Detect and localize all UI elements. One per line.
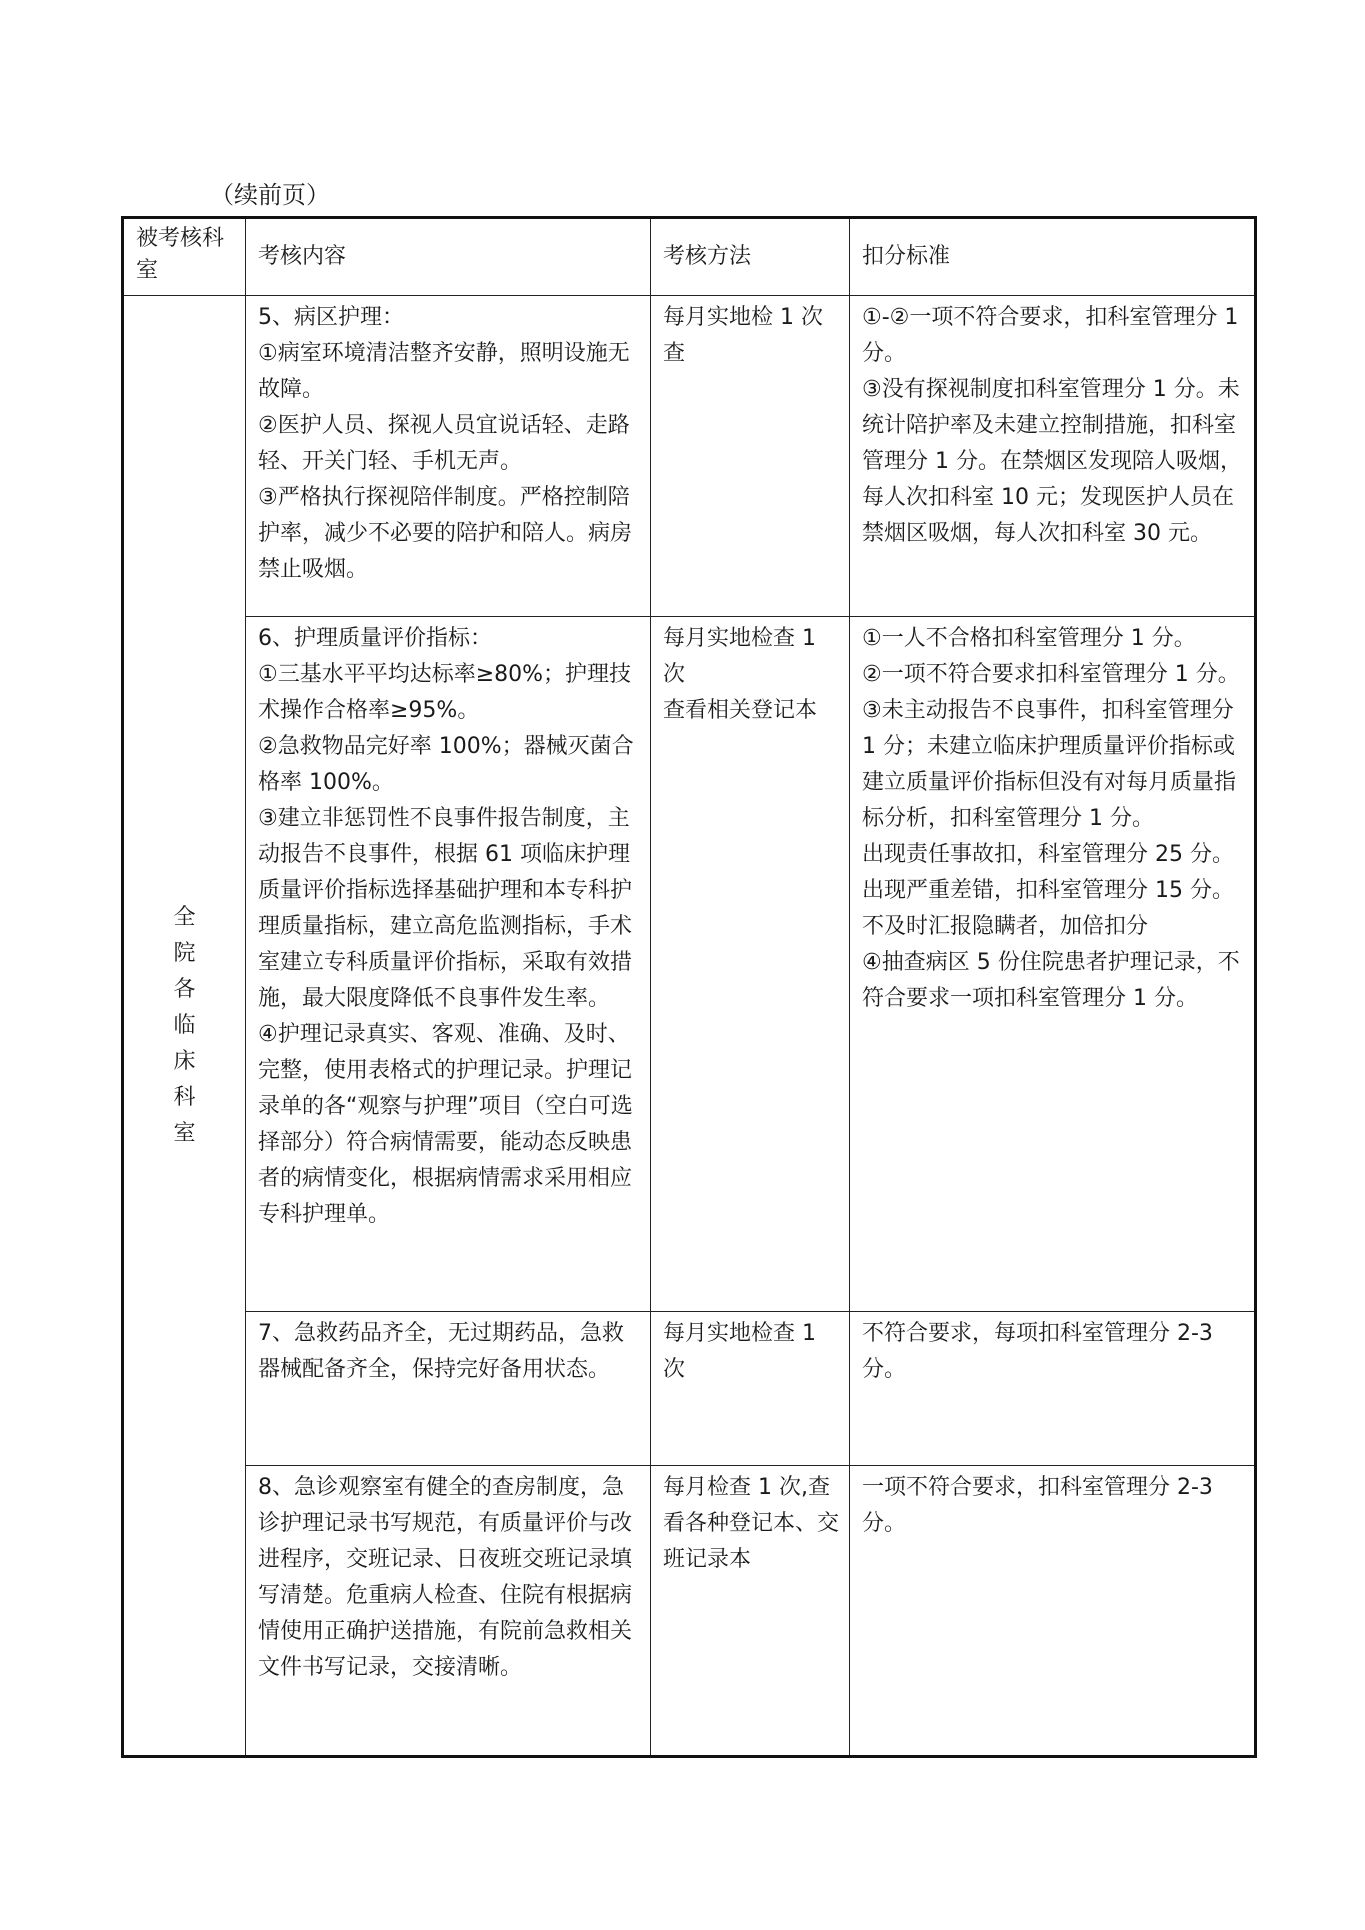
content-line: ③建立非惩罚性不良事件报告制度，主动报告不良事件，根据 61 项临床护理质量评价指标选择基础护理和本专科护理质量指标，建立高危监测指标，手术室建立专科质量评价指标，采取有效措施，最大限度降低不良事件发生率。 — [258, 806, 633, 1011]
standard-line: 不符合要求，每项扣科室管理分 2-3 分。 — [862, 1321, 1213, 1382]
standard-cell — [850, 1312, 1256, 1466]
header-content: 考核内容 — [246, 218, 651, 296]
content-line: ①三基水平平均达标率≥80%；护理技术操作合格率≥95%。 — [258, 662, 632, 723]
standard-line: ①-②一项不符合要求，扣科室管理分 1 分。 — [862, 305, 1239, 366]
content-line: ③严格执行探视陪伴制度。严格控制陪护率，减少不必要的陪护和陪人。病房禁止吸烟。 — [258, 485, 633, 582]
standard-line: ③未主动报告不良事件，扣科室管理分 1 分；未建立临床护理质量评价指标或建立质量评价指标但没有对每月质量指标分析，扣科室管理分 1 分。 — [862, 698, 1237, 831]
content-line: 5、病区护理： — [258, 305, 404, 330]
standard-line: ③没有探视制度扣科室管理分 1 分。未统计陪护率及未建立控制措施，扣科室管理分 1 分。在禁烟区发现陪人吸烟，每人次扣科室 10 元；发现医护人员在禁烟区吸烟，每人次扣科室 30 元。 — [862, 377, 1242, 546]
assessment-table — [121, 216, 1257, 1758]
method-line: 每月实地检查 1 次 — [663, 626, 816, 687]
content-line: 6、护理质量评价指标： — [258, 626, 492, 651]
content-line: ②医护人员、探视人员宜说话轻、走路轻、开关门轻、手机无声。 — [258, 413, 630, 474]
standard-cell — [850, 617, 1256, 1312]
content-line: ④护理记录真实、客观、准确、及时、完整，使用表格式的护理记录。护理记录单的各“观察与护理”项目（空白可选择部分）符合病情需要，能动态反映患者的病情变化，根据病情需求采用相应专科护理单。 — [258, 1022, 633, 1227]
standard-cell — [850, 296, 1256, 617]
header-dept: 被考核科室 — [123, 218, 246, 296]
method-line: 每月实地检查 1 次 — [663, 1321, 816, 1382]
method-cell — [651, 296, 850, 617]
content-cell — [246, 296, 651, 617]
method-cell — [651, 1466, 850, 1757]
content-line: 8、急诊观察室有健全的查房制度，急诊护理记录书写规范，有质量评价与改进程序，交班记录、日夜班交班记录填写清楚。危重病人检查、住院有根据病情使用正确护送措施，有院前急救相关文件书写记录，交接清晰。 — [258, 1475, 633, 1680]
header-standard: 扣分标准 — [850, 218, 1256, 296]
content-line: 7、急救药品齐全，无过期药品，急救器械配备齐全，保持完好备用状态。 — [258, 1321, 624, 1382]
standard-line: 出现严重差错，扣科室管理分 15 分。 — [862, 878, 1234, 903]
dept-cell — [123, 296, 246, 1757]
method-cell — [651, 1312, 850, 1466]
table-header-row — [123, 218, 1256, 296]
table-row — [123, 1466, 1256, 1757]
table-row — [123, 296, 1256, 617]
method-line: 查看相关登记本 — [663, 698, 818, 723]
standard-line: 不及时汇报隐瞒者，加倍扣分 — [862, 914, 1149, 939]
continued-note: （续前页） — [210, 181, 330, 209]
content-cell — [246, 617, 651, 1312]
method-cell — [651, 617, 850, 1312]
method-line: 每月检查 1 次,查看各种登记本、交班记录本 — [663, 1475, 840, 1572]
content-cell — [246, 1312, 651, 1466]
standard-line: ②一项不符合要求扣科室管理分 1 分。 — [862, 662, 1240, 687]
header-method: 考核方法 — [651, 218, 850, 296]
standard-line: 出现责任事故扣，科室管理分 25 分。 — [862, 842, 1234, 867]
standard-line: ④抽查病区 5 份住院患者护理记录，不符合要求一项扣科室管理分 1 分。 — [862, 950, 1240, 1011]
method-line: 每月实地检 1 次查 — [663, 305, 823, 366]
standard-line: ①一人不合格扣科室管理分 1 分。 — [862, 626, 1196, 651]
dept-name: 全院各临床科室 — [173, 904, 196, 1146]
standard-cell — [850, 1466, 1256, 1757]
table-row — [123, 1312, 1256, 1466]
table-row — [123, 617, 1256, 1312]
content-line: ②急救物品完好率 100%；器械灭菌合格率 100%。 — [258, 734, 634, 795]
standard-line: 一项不符合要求，扣科室管理分 2-3 分。 — [862, 1475, 1213, 1536]
content-cell — [246, 1466, 651, 1757]
content-line: ①病室环境清洁整齐安静，照明设施无故障。 — [258, 341, 630, 402]
